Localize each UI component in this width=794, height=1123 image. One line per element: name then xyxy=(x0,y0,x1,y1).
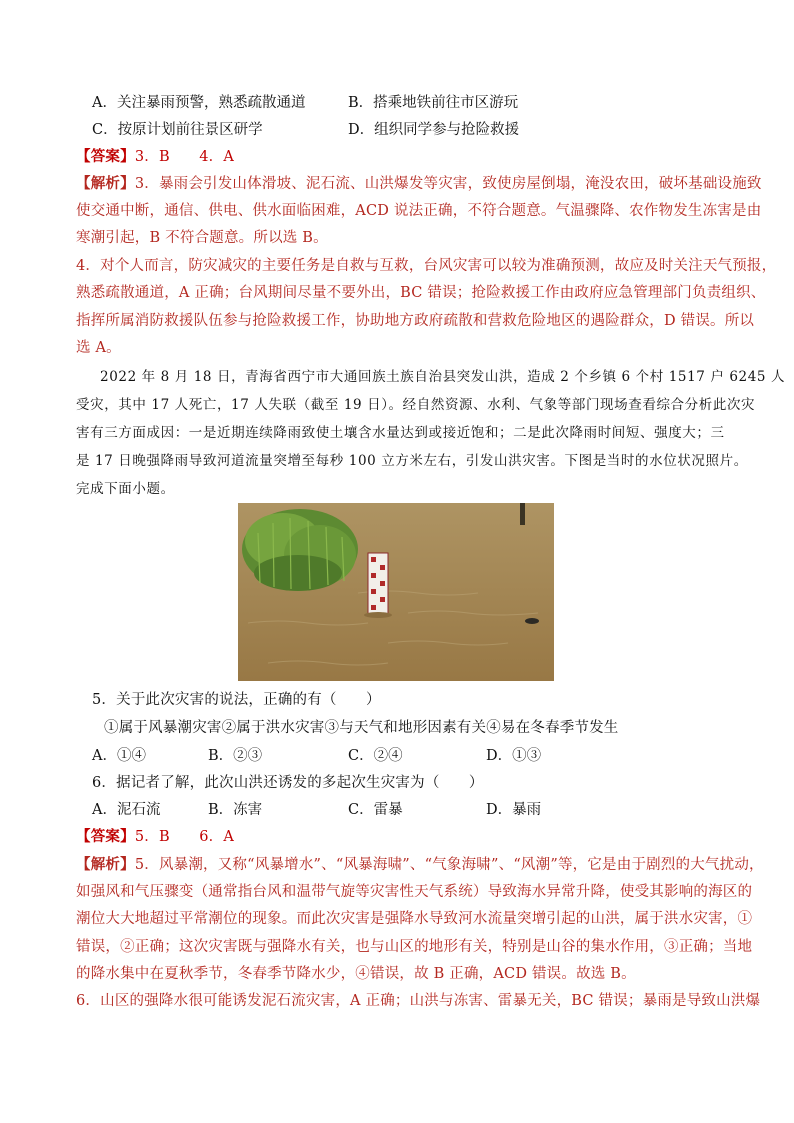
question-stem: 6．据记者了解，此次山洪还诱发的多起次生灾害为（ ） xyxy=(92,775,484,791)
explanation-line: 6．山区的强降水很可能诱发泥石流灾害，A 正确；山洪与冻害、雷暴无关，BC 错误；暴雨是导致山洪爆 xyxy=(76,993,761,1009)
explanation-line: 潮位大大地超过平常潮位的现象。而此次灾害是强降水导致河水流量突增引起的山洪，属于洪水灾害，① xyxy=(76,911,753,927)
option-a: A．泥石流 xyxy=(92,802,161,818)
explanation-tag: 【解析】 xyxy=(76,856,135,873)
explanation-line: 如强风和气压骤变（通常指台风和温带气旋等灾害性天气系统）导致海水异常升降，使受其影响的海区的 xyxy=(76,884,753,900)
explanation-line: 的降水集中在夏秋季节，冬春季节降水少，④错误，故 B 正确，ACD 错误。故选 B。 xyxy=(76,966,636,982)
option-d: D．暴雨 xyxy=(486,802,542,818)
answer-line xyxy=(76,827,716,847)
passage-text: 是 17 日晚强降雨导致河道流量突增至每秒 100 立方米左右，引发山洪灾害。下图是当时的水位状况照片。 xyxy=(76,453,748,469)
explanation-line xyxy=(76,855,764,875)
answer-text: 5．B 6．A xyxy=(134,829,234,845)
option-c: C．雷暴 xyxy=(348,802,403,818)
option-c: C．按原计划前往景区研学 xyxy=(92,122,263,138)
explanation-text: 5．风暴潮，又称“风暴增水”、“风暴海啸”、“气象海啸”、“风潮”等，它是由于剧烈的大气扰动， xyxy=(134,857,764,873)
flood-photo-illustration xyxy=(238,503,554,681)
explanation-text: 3．暴雨会引发山体滑坡、泥石流、山洪爆发等灾害，致使房屋倒塌，淹没农田，破坏基础设施致 xyxy=(134,176,762,192)
answer-text: 3．B 4．A xyxy=(134,149,234,165)
explanation-line: 错误，②正确；这次灾害既与强降水有关，也与山区的地形有关，特别是山谷的集水作用，③正确；当地 xyxy=(76,939,753,955)
option-b: B．冻害 xyxy=(208,802,263,818)
option-a: A．关注暴雨预警，熟悉疏散通道 xyxy=(92,95,306,111)
passage-text: 完成下面小题。 xyxy=(76,481,175,497)
answer-line xyxy=(76,147,716,167)
flood-photo xyxy=(238,503,554,681)
answer-tag: 【答案】 xyxy=(76,148,135,165)
option-a: A．①④ xyxy=(92,748,146,764)
option-b: B．搭乘地铁前往市区游玩 xyxy=(348,95,519,111)
question-items: ①属于风暴潮灾害②属于洪水灾害③与天气和地形因素有关④易在冬春季节发生 xyxy=(104,720,619,736)
explanation-line: 4．对个人而言，防灾减灾的主要任务是自救与互救，台风灾害可以较为准确预测，故应及时关注天气预报， xyxy=(76,258,777,274)
explanation-line: 选 A。 xyxy=(76,340,121,356)
explanation-line xyxy=(76,174,762,194)
answer-tag: 【答案】 xyxy=(76,828,135,845)
passage-text: 2022 年 8 月 18 日，青海省西宁市大通回族土族自治县突发山洪，造成 2 个乡镇 6 个村 1517 户 6245 人 xyxy=(100,369,786,385)
passage-text: 害有三方面成因：一是近期连续降雨致使土壤含水量达到或接近饱和；二是此次降雨时间短、强度大；三 xyxy=(76,425,725,441)
option-d: D．组织同学参与抢险救援 xyxy=(348,122,520,138)
explanation-tag: 【解析】 xyxy=(76,175,135,192)
option-b: B．②③ xyxy=(208,748,263,764)
explanation-line: 使交通中断，通信、供电、供水面临困难，ACD 说法正确，不符合题意。气温骤降、农作物发生冻害是由 xyxy=(76,203,762,219)
question-stem: 5．关于此次灾害的说法，正确的有（ ） xyxy=(92,692,381,708)
option-d: D．①③ xyxy=(486,748,542,764)
explanation-line: 熟悉疏散通道，A 正确；台风期间尽量不要外出，BC 错误；抢险救援工作由政府应急管理部门负责组织、 xyxy=(76,285,766,301)
explanation-line: 寒潮引起，B 不符合题意。所以选 B。 xyxy=(76,230,328,246)
passage-text: 受灾，其中 17 人死亡，17 人失联（截至 19 日）。经自然资源、水利、气象等部门现场查看综合分析此次灾 xyxy=(76,397,756,413)
explanation-line: 指挥所属消防救援队伍参与抢险救援工作，协助地方政府疏散和营救危险地区的遇险群众，D 错误。所以 xyxy=(76,313,755,329)
option-c: C．②④ xyxy=(348,748,403,764)
willow-tree xyxy=(242,509,358,591)
water-gauge xyxy=(364,553,392,618)
